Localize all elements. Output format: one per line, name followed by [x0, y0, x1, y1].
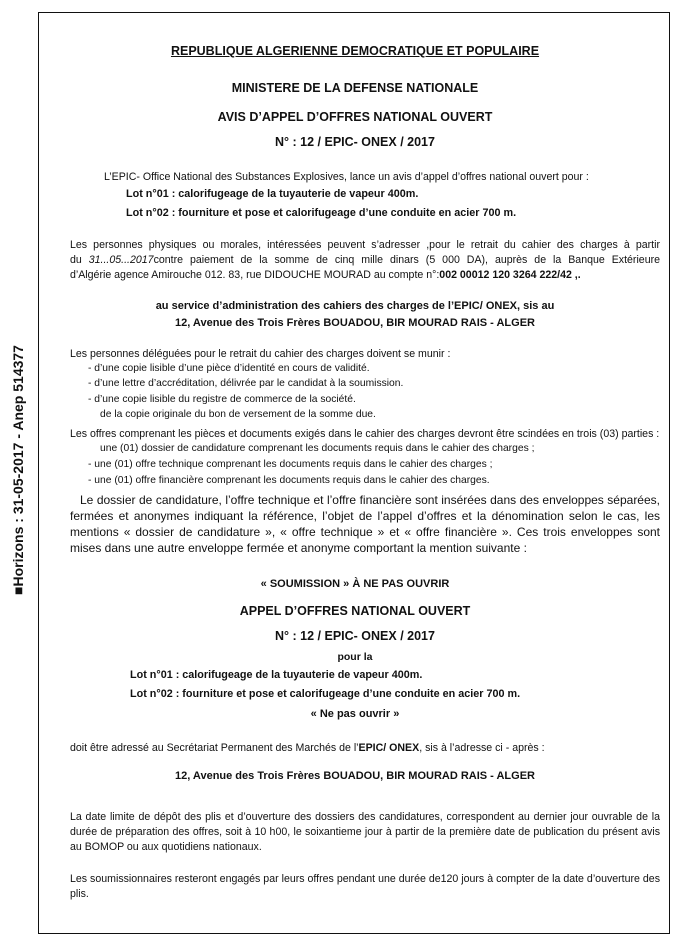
publication-reference: ■Horizons : 31-05-2017 - Anep 514377 — [10, 345, 26, 595]
delegates-item-4: de la copie originale du bon de versement de la somme due. — [100, 409, 376, 420]
withdrawal-line-1: Les personnes physiques ou morales, intéressées peuvent s’adresser ,pour le retrait du cahier des charges à partir — [70, 239, 660, 251]
secretariat-address: 12, Avenue des Trois Frères BOUADOU, BIR MOURAD RAIS - ALGER — [174, 770, 535, 782]
envelopes-paragraph: Le dossier de candidature, l’offre technique et l’offre financière sont insérées dans des enveloppes séparées, fermées et anonymes indiquant la référence, l’objet de l’appel d’offres et la dénomination selon le cas, les mentions « dossier de candidature », « offre technique » et « offre financière ». Ces trois enveloppes sont mises dans une autre enveloppe fermée et anonyme comportant la mention suivante : — [70, 493, 660, 555]
notice-number: N° : 12 / EPIC- ONEX / 2017 — [275, 135, 435, 149]
address-suffix: , sis à l’adresse ci - après : — [419, 742, 545, 754]
service-line-2: 12, Avenue des Trois Frères BOUADOU, BIR MOURAD RAIS - ALGER — [174, 317, 535, 329]
validity-paragraph: Les soumissionnaires resteront engagés par leurs offres pendant une durée de120 jours à compter de la date d’ouverture des plis. — [70, 873, 660, 900]
ne-pas-ouvrir: « Ne pas ouvrir » — [310, 708, 400, 720]
withdrawal-prefix: du — [70, 254, 82, 266]
republic-heading: REPUBLIQUE ALGERIENNE DEMOCRATIQUE ET POPULAIRE — [170, 44, 540, 58]
account-number: 002 00012 120 3264 222/42 ,. — [439, 269, 581, 281]
delegates-item-2: - d’une lettre d’accréditation, délivrée par le candidat à la soumission. — [88, 378, 404, 389]
intro-text: L’EPIC- Office National des Substances Explosives, lance un avis d’appel d’offres national ouvert pour : — [104, 171, 589, 183]
lot-2: Lot n°02 : fourniture et pose et calorifugeage d’une conduite en acier 700 m. — [126, 207, 517, 219]
withdrawal-line-2 — [70, 253, 660, 268]
ministry-heading: MINISTERE DE LA DEFENSE NATIONALE — [231, 81, 479, 95]
offers-intro: Les offres comprenant les pièces et documents exigés dans le cahier des charges devront être scindées en trois (03) parties : — [70, 428, 660, 440]
soumission-heading: « SOUMISSION » À NE PAS OUVRIR — [260, 578, 450, 590]
outer-lot-1: Lot n°01 : calorifugeage de la tuyauterie de vapeur 400m. — [130, 669, 423, 681]
side-label — [0, 305, 36, 635]
withdrawal-paragraph — [70, 238, 660, 283]
offers-item-2: - une (01) offre technique comprenant les documents requis dans le cahier des charges ; — [88, 459, 493, 470]
page-border — [38, 12, 670, 934]
address-prefix: doit être adressé au Secrétariat Permanent des Marchés de l’ — [70, 742, 359, 754]
delegates-item-1: - d’une copie lisible d’une pièce d’identité en cours de validité. — [88, 363, 370, 374]
delegates-intro: Les personnes déléguées pour le retrait du cahier des charges doivent se munir : — [70, 348, 451, 360]
outer-pour: pour la — [337, 651, 373, 663]
lot-1: Lot n°01 : calorifugeage de la tuyauterie de vapeur 400m. — [126, 188, 419, 200]
bank-text: d’Algérie agence Amirouche 012. 83, rue DIDOUCHE MOURAD au compte n°: — [70, 269, 440, 281]
outer-lot-2: Lot n°02 : fourniture et pose et calorifugeage d’une conduite en acier 700 m. — [130, 688, 521, 700]
handwritten-date: 31...05...2017 — [88, 254, 154, 266]
outer-title: APPEL D’OFFRES NATIONAL OUVERT — [239, 604, 471, 618]
withdrawal-rest: contre paiement de la somme de cinq mille dinars (5 000 DA), auprès de la Banque Extérieure — [153, 254, 661, 266]
withdrawal-line-3 — [70, 268, 660, 283]
service-line-1: au service d’administration des cahiers des charges de l’EPIC/ ONEX, sis au — [155, 300, 555, 312]
delegates-item-3: - d’une copie lisible du registre de commerce de la société. — [88, 394, 356, 405]
offers-item-3: - une (01) offre financière comprenant les documents requis dans le cahier des charges. — [88, 475, 490, 486]
address-org: EPIC/ ONEX — [358, 742, 420, 754]
offers-item-1: une (01) dossier de candidature comprenant les documents requis dans le cahier des charges ; — [100, 443, 535, 454]
notice-title: AVIS D’APPEL D’OFFRES NATIONAL OUVERT — [217, 110, 493, 124]
deadline-paragraph: La date limite de dépôt des plis et d’ouverture des dossiers des candidatures, correspondent au dernier jour ouvrable de la durée de préparation des offres, soit à 10 h00, le soixantieme jour à partir de la première date de publication du présent avis au BOMOP ou aux quotidiens nationaux. — [70, 811, 660, 853]
outer-number: N° : 12 / EPIC- ONEX / 2017 — [275, 629, 435, 643]
address-to-line — [70, 741, 660, 756]
